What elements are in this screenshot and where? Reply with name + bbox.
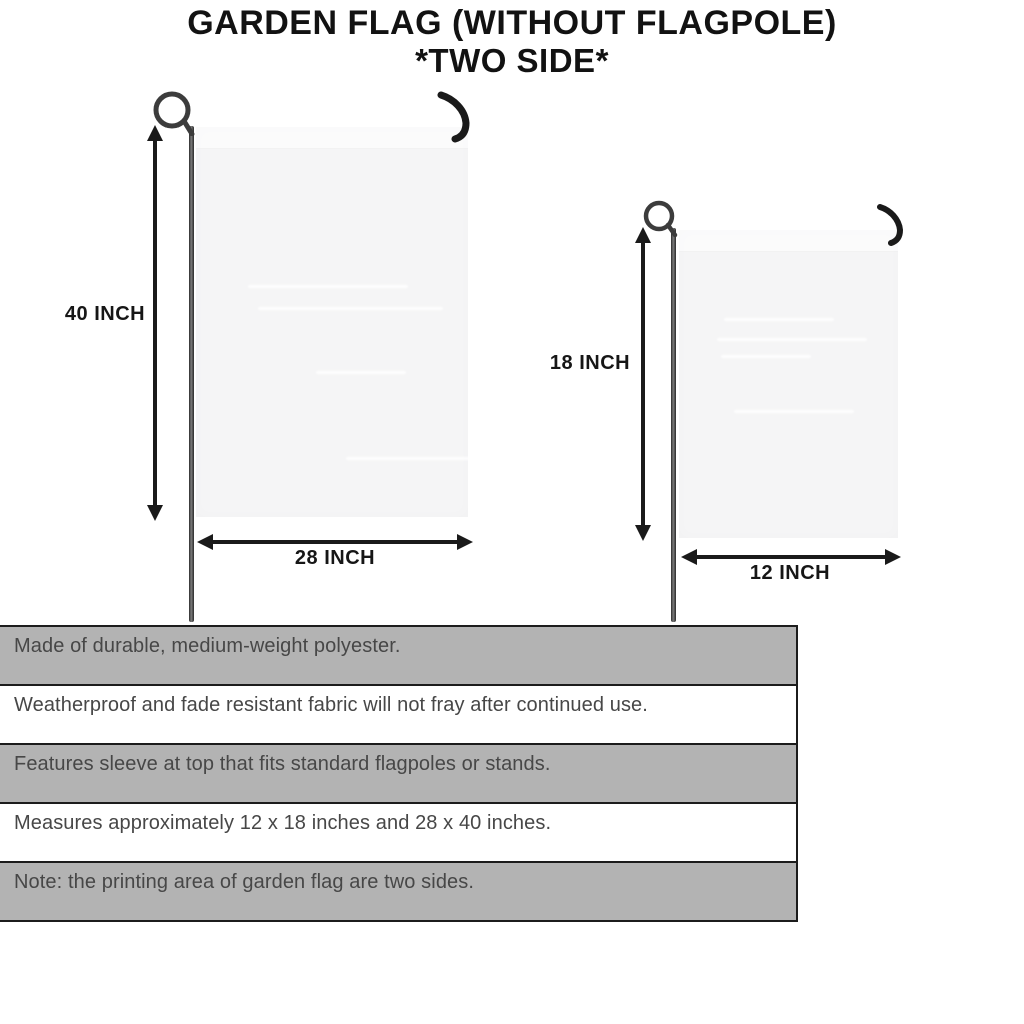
small-flag-canvas xyxy=(679,230,898,538)
feature-row: Weatherproof and fade resistant fabric will not fray after continued use. xyxy=(0,684,796,743)
feature-row: Features sleeve at top that fits standard flagpoles or stands. xyxy=(0,743,796,802)
height-label-large: 40 INCH xyxy=(64,303,146,325)
flag-hook-icon xyxy=(436,90,474,144)
small-flag-sleeve xyxy=(679,230,898,252)
page-title: GARDEN FLAG (WITHOUT FLAGPOLE) xyxy=(187,4,837,42)
flagpole-large xyxy=(189,126,194,622)
features-table xyxy=(0,625,798,922)
feature-row: Made of durable, medium-weight polyester. xyxy=(0,627,796,684)
feature-row: Measures approximately 12 x 18 inches and 28 x 40 inches. xyxy=(0,802,796,861)
large-flag-canvas xyxy=(196,127,468,517)
page-subtitle: *TWO SIDE* xyxy=(415,42,609,79)
width-label-small: 12 INCH xyxy=(749,562,831,584)
large-flag-sleeve xyxy=(196,127,468,149)
height-label-small: 18 INCH xyxy=(549,352,631,374)
feature-row: Note: the printing area of garden flag are two sides. xyxy=(0,861,796,920)
width-label-large: 28 INCH xyxy=(294,547,376,569)
flag-hook-icon xyxy=(876,203,908,247)
title-block xyxy=(0,4,1024,80)
flagpole-small xyxy=(671,228,676,622)
height-arrow-small-icon xyxy=(633,226,653,542)
